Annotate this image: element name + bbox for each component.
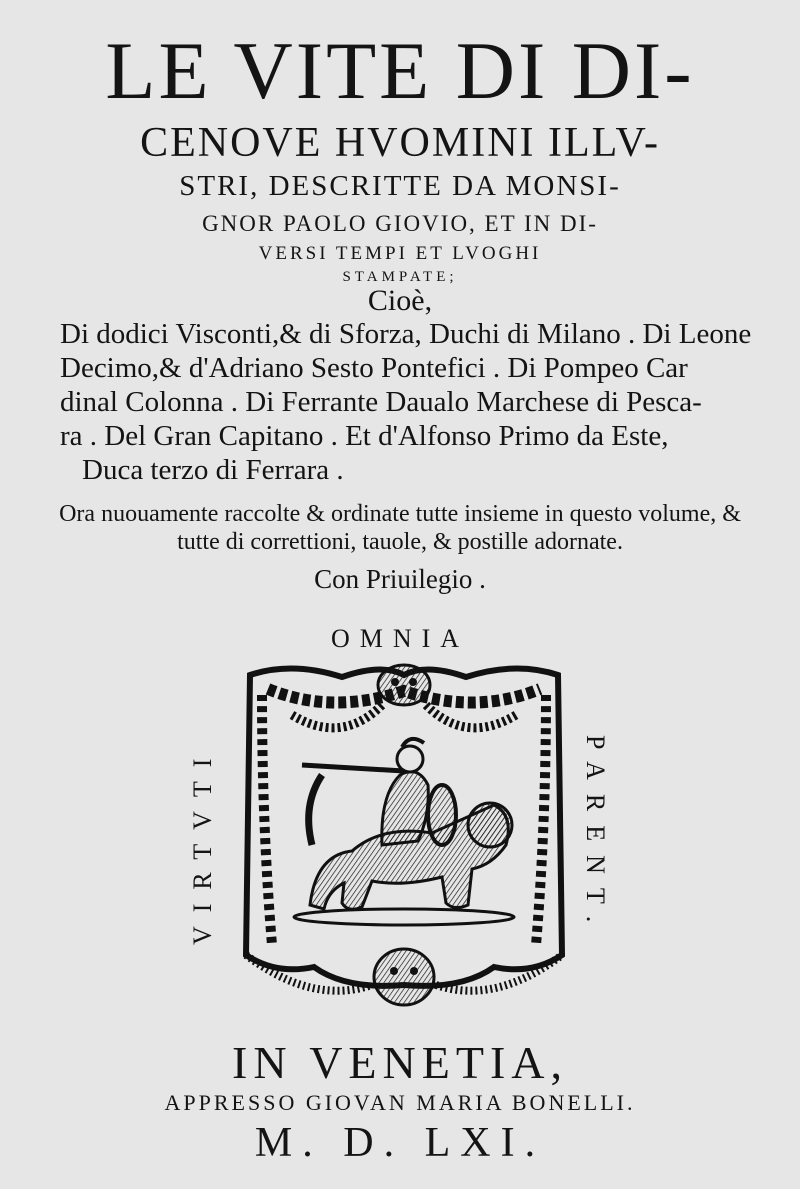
body-line-1: Di dodici Visconti,& di Sforza, Duchi di Milano . Di Leone — [60, 318, 752, 350]
device-motto-right: PARENT. — [581, 735, 610, 937]
note-line-1: Ora nuouamente raccolte & ordinate tutte insieme in questo volume, & — [59, 501, 741, 527]
title-line-4: GNOR PAOLO GIOVIO, ET IN DI- — [202, 211, 598, 236]
privilege-line: Con Priuilegio . — [314, 564, 486, 594]
title-line-1: LE VITE DI DI- — [105, 25, 695, 116]
title-line-7: Cioè, — [367, 284, 433, 317]
title-line-5: VERSI TEMPI ET LVOGHI — [258, 243, 542, 264]
device-motto-top: OMNIA — [330, 624, 470, 653]
imprint-city: IN VENETIA, — [232, 1037, 568, 1088]
title-line-2: CENOVE HVOMINI ILLV- — [140, 120, 660, 166]
device-motto-left: VIRTVTI — [188, 744, 217, 945]
body-line-4: ra . Del Gran Capitano . Et d'Alfonso Primo da Este, — [60, 420, 669, 452]
body-line-3: dinal Colonna . Di Ferrante Daualo Marchese di Pescа- — [60, 386, 702, 418]
body-line-5: Duca terzo di Ferrara . — [82, 454, 344, 486]
printers-device-woodcut — [232, 655, 576, 1025]
body-line-2: Decimo,& d'Adriano Sesto Pontefici . Di Pompeo Car — [60, 352, 688, 384]
title-line-6: STAMPATE; — [342, 269, 458, 285]
imprint-year: M. D. LXI. — [254, 1120, 546, 1166]
imprint-printer: APPRESSO GIOVAN MARIA BONELLI. — [164, 1090, 636, 1115]
note-line-2: tutte di correttioni, tauole, & postille adornate. — [177, 529, 623, 555]
title-line-3: STRI, DESCRITTE DA MONSI- — [179, 170, 621, 202]
